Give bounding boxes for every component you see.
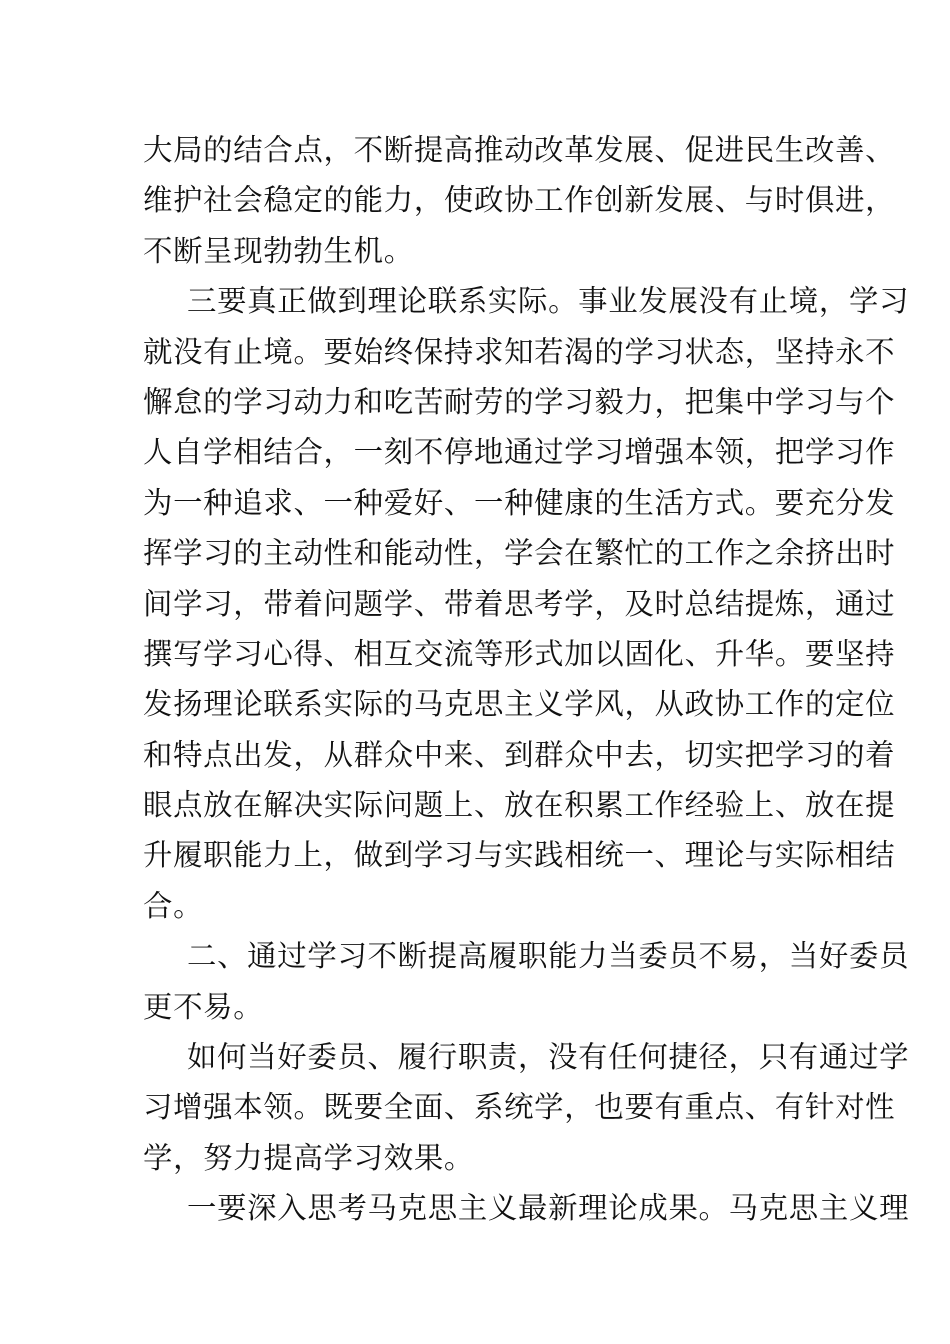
text-line: 大局的结合点，不断提高推动改革发展、促进民生改善、	[143, 133, 896, 167]
text-line: 升履职能力上，做到学习与实践相统一、理论与实际相结	[143, 838, 896, 873]
text-line: 发扬理论联系实际的马克思主义学风，从政协工作的定位	[143, 687, 896, 722]
text-line: 合。	[143, 888, 204, 923]
section-heading-line: 二、通过学习不断提高履职能力当委员不易，当好委员	[187, 939, 910, 974]
text-line: 更不易。	[143, 989, 264, 1024]
body-text	[143, 125, 910, 1234]
text-line: 挥学习的主动性和能动性，学会在繁忙的工作之余挤出时	[143, 536, 896, 571]
text-line: 习增强本领。既要全面、系统学，也要有重点、有针对性	[143, 1090, 896, 1125]
text-line: 和特点出发，从群众中来、到群众中去，切实把学习的着	[143, 737, 896, 772]
paragraph-start-line: 如何当好委员、履行职责，没有任何捷径，只有通过学	[187, 1040, 910, 1075]
paragraph-start-line: 三要真正做到理论联系实际。事业发展没有止境，学习	[187, 284, 910, 319]
text-line: 人自学相结合，一刻不停地通过学习增强本领，把学习作	[143, 435, 896, 470]
paragraph-start-line: 一要深入思考马克思主义最新理论成果。马克思主义理	[187, 1191, 910, 1226]
text-line: 就没有止境。要始终保持求知若渴的学习状态，坚持永不	[143, 334, 896, 369]
text-line: 眼点放在解决实际问题上、放在积累工作经验上、放在提	[143, 788, 896, 823]
text-line: 维护社会稳定的能力，使政协工作创新发展、与时俱进，	[143, 183, 896, 218]
text-line: 间学习，带着问题学、带着思考学，及时总结提炼，通过	[143, 586, 896, 621]
text-line: 不断呈现勃勃生机。	[143, 233, 414, 268]
text-line: 懈怠的学习动力和吃苦耐劳的学习毅力，把集中学习与个	[143, 384, 896, 419]
text-line: 撰写学习心得、相互交流等形式加以固化、升华。要坚持	[143, 636, 896, 671]
text-line: 学，努力提高学习效果。	[143, 1140, 474, 1175]
text-line: 为一种追求、一种爱好、一种健康的生活方式。要充分发	[143, 485, 896, 520]
